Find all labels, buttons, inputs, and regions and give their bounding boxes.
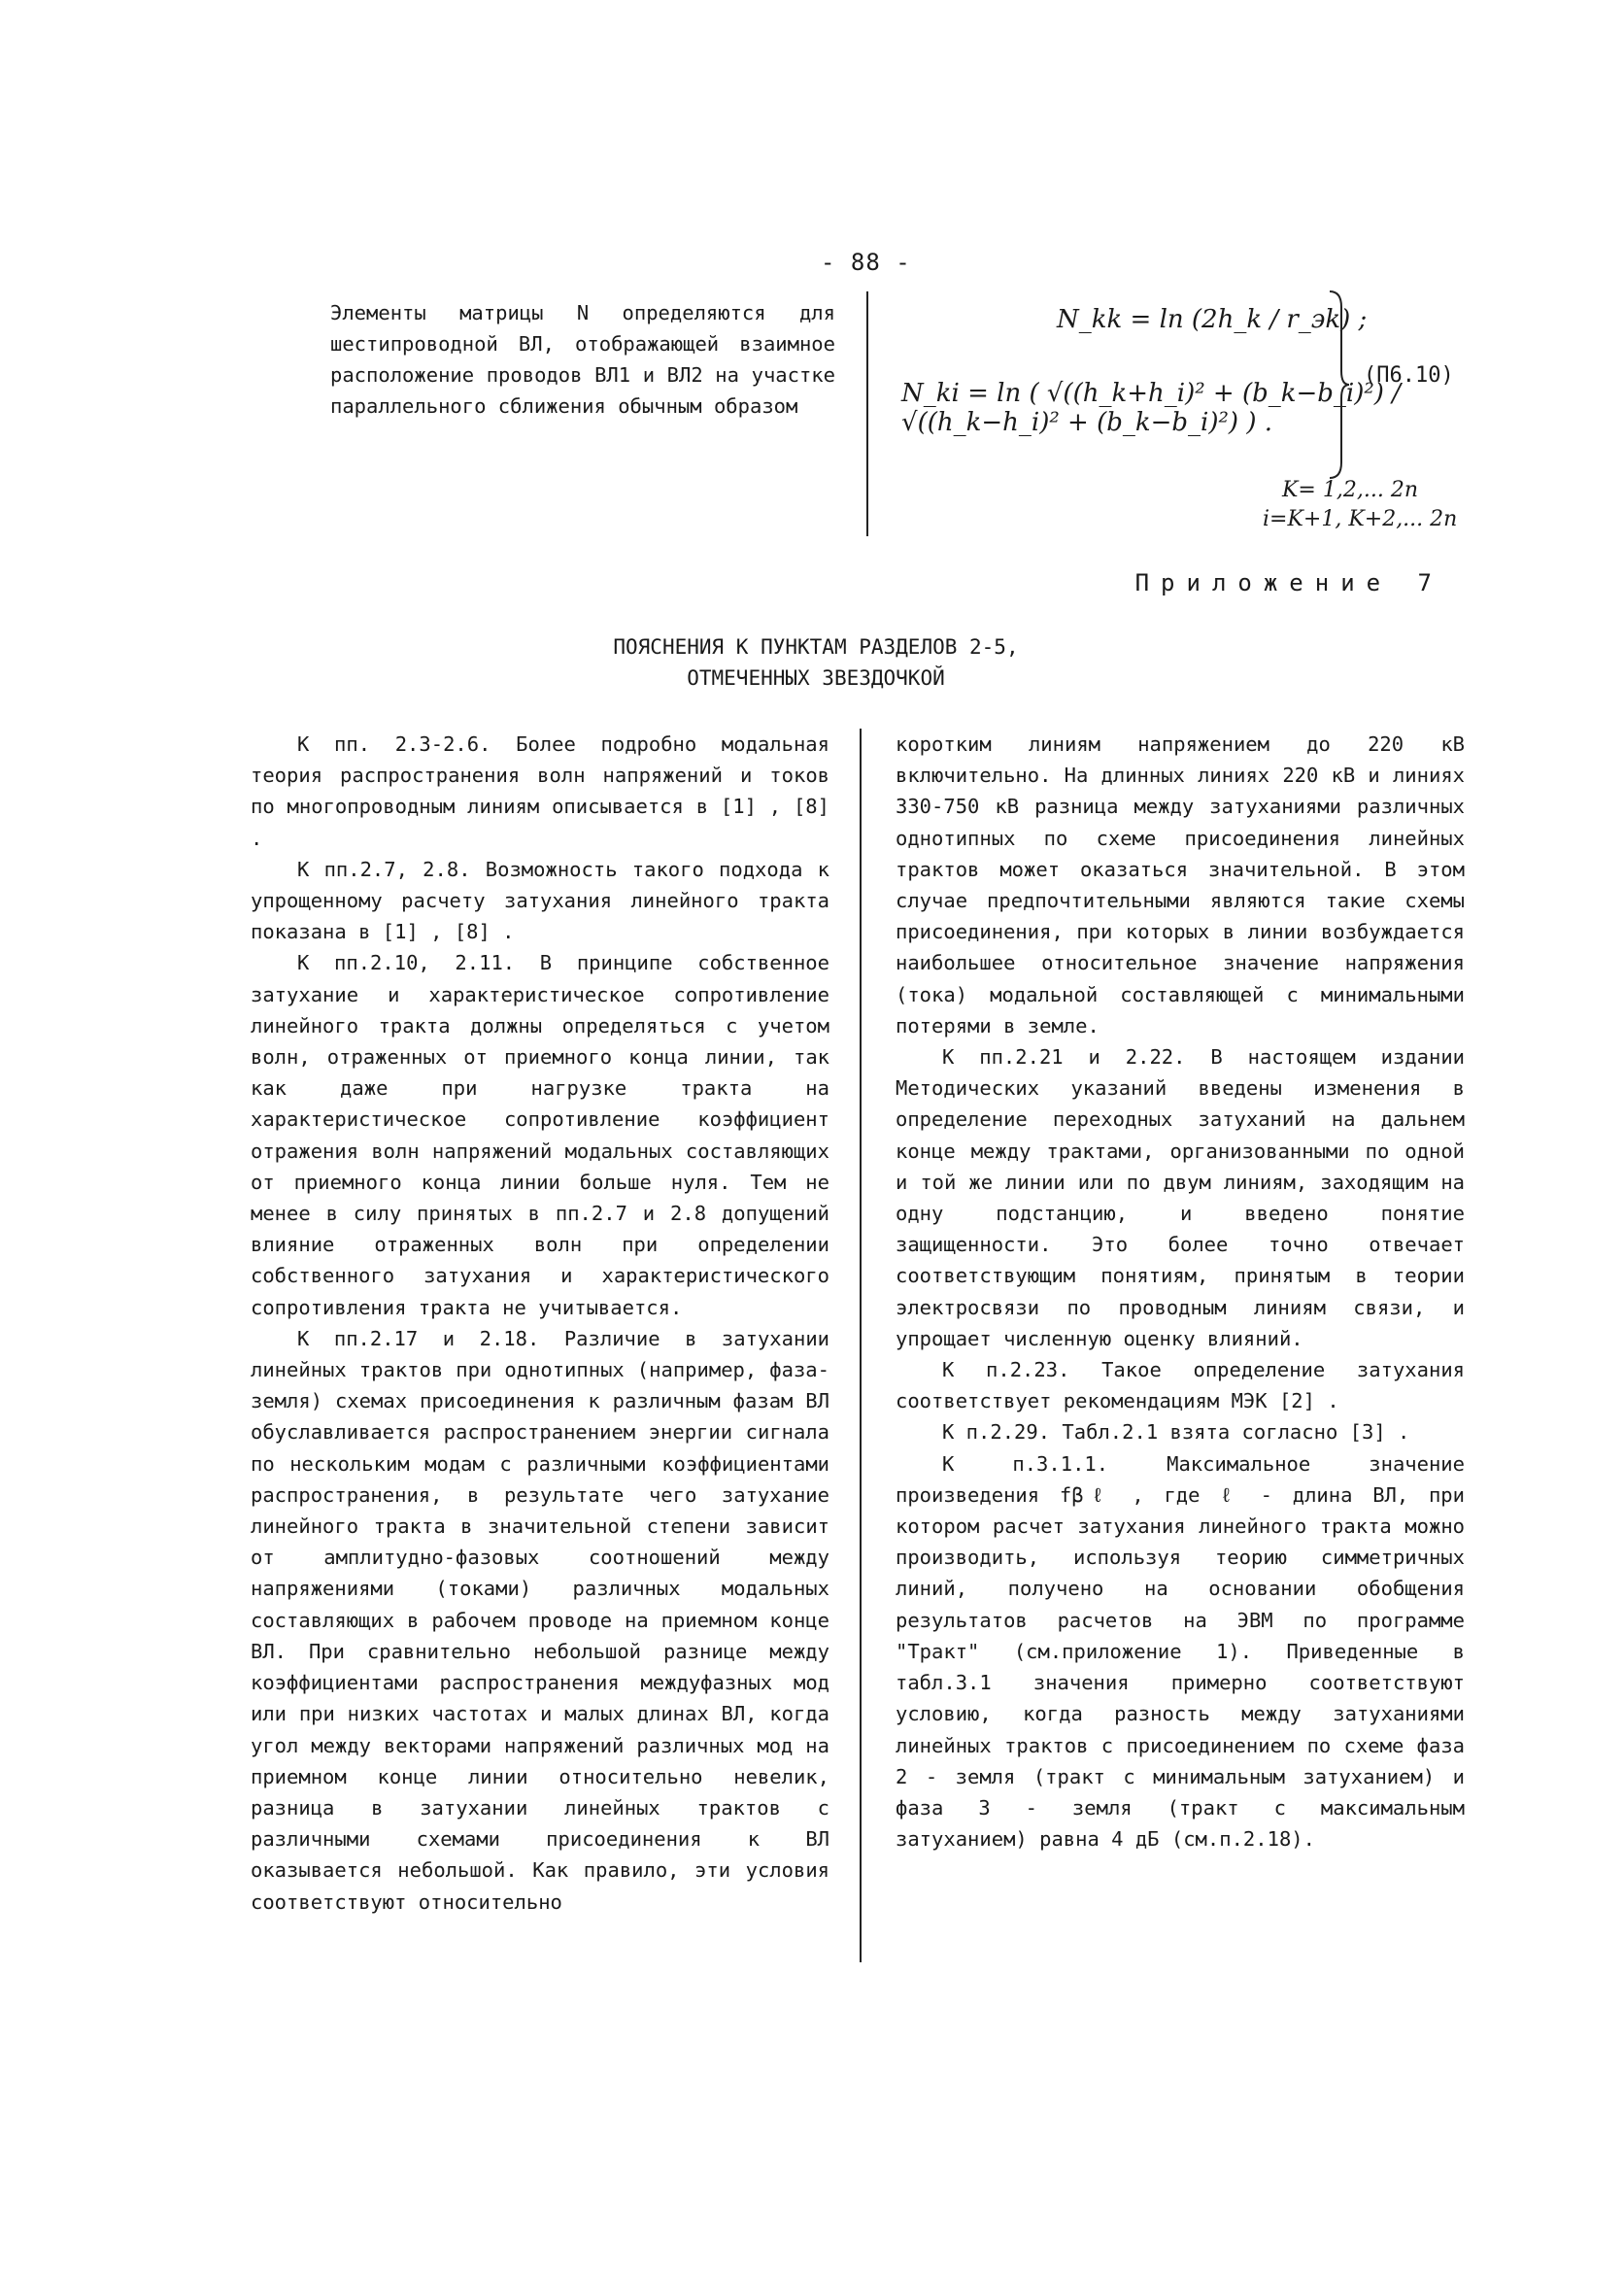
column-divider (860, 729, 862, 1962)
paragraph: К п.3.1.1. Максимальное значение произведения fβℓ , где ℓ - длина ВЛ, при котором расчет затухания линейного тракта можно производить, используя теорию симметричных линий, получено на основании обобщения результатов расчетов на ЭВМ по программе "Тракт" (см.приложение 1). Приведенные в табл.3.1 значения примерно соответствуют условию, когда разность между затуханиями линейных трактов с присоединением по схеме фаза 2 - земля (тракт с минимальным затуханием) и фаза 3 - земля (тракт с максимальным затуханием) равна 4 дБ (см.п.2.18). (896, 1451, 1465, 1852)
formula-left-rule (866, 291, 868, 536)
paragraph: коротким линиям напряжением до 220 кВ включительно. На длинных линиях 220 кВ и линиях 330-750 кВ разница между затуханиями различных однотипных по схеме присоединения линейных трактов может оказаться значительной. В этом случае предпочтительными являются такие схемы присоединения, при которых в линии возбуждается наибольшее относительное значение напряжения (тока) модальной составляющей с минимальными потерями в земле. (896, 732, 1465, 1037)
paragraph: К пп. 2.3-2.6. Более подробно модальная теория распространения волн напряжений и токов по многопроводным линиям описывается в [1] , [8] . (251, 732, 829, 850)
section-title-line-2: ОТМЕЧЕННЫХ ЗВЕЗДОЧКОЙ (687, 666, 945, 690)
equation-label: (П6.10) (1364, 363, 1454, 388)
paragraph: К пп.2.21 и 2.22. В настоящем издании Методических указаний введены изменения в определение переходных затуханий на дальнем конце между трактами, организованными по одной и той же линии или по двум линиям, заходящим на одну подстанцию, и введено понятие защищенности. Это более точно отвечает соответствующим понятиям, принятым в теории электросвязи по проводным линиям связи, и упрощает численную оценку влияний. (896, 1045, 1465, 1350)
index-range-i: i=K+1, K+2,... 2n (1263, 507, 1458, 531)
paragraph: К п.2.29. Табл.2.1 взята согласно [3] . (942, 1420, 1410, 1445)
paragraph: К пп.2.7, 2.8. Возможность такого подхода к упрощенному расчету затухания линейного тракта показана в [1] , [8] . (251, 857, 829, 944)
section-title-line-1: ПОЯСНЕНИЯ К ПУНКТАМ РАЗДЕЛОВ 2-5, (613, 635, 1019, 659)
appendix-label: Приложение 7 (1134, 569, 1443, 596)
page-number: - 88 - (821, 249, 911, 276)
equation-nkk: N_kk = ln (2h_k / r_эk) ; (1057, 305, 1368, 334)
intro-text (330, 297, 835, 422)
paragraph: К пп.2.17 и 2.18. Различие в затухании линейных трактов при однотипных (например, фаза-земля) схемах присоединения к различным фазам ВЛ обуславливается распространением энергии сигнала по нескольким модам с различными коэффициентами распространения, в результате чего затухание линейного тракта в значительной степени зависит от амплитудно-фазовых соотношений между напряжениями (токами) различных модальных составляющих в рабочем проводе на приемном конце ВЛ. При сравнительно небольшой разнице между коэффициентами распространения междуфазных мод или при низких частотах и малых длинах ВЛ, когда угол между векторами напряжений различных мод на приемном конце линии относительно невелик, разница в затухании линейных трактов с различными схемами присоединения к ВЛ оказывается небольшой. Как правило, эти условия соответствуют относительно (251, 1326, 829, 1914)
right-brace-icon (1328, 288, 1351, 482)
section-title (544, 631, 1088, 694)
formula-block (866, 288, 1488, 540)
index-range-k: K= 1,2,... 2n (1282, 478, 1418, 502)
right-column (896, 729, 1465, 1854)
paragraph: К пп.2.10, 2.11. В принципе собственное затухание и характеристическое сопротивление линейного тракта должны определяться с учетом волн, отраженных от приемного конца линии, так как даже при нагрузке тракта на характеристическое сопротивление коэффициент отражения волн напряжений модальных составляющих от приемного конца линии больше нуля. Тем не менее в силу принятых в пп.2.7 и 2.8 допущений влияние отраженных волн при определении собственного затухания и характеристического сопротивления тракта не учитывается. (251, 951, 829, 1319)
left-column (251, 729, 829, 1918)
intro-paragraph: Элементы матрицы N определяются для шестипроводной ВЛ, отображающей взаимное расположение проводов ВЛ1 и ВЛ2 на участке параллельного сближения обычным образом (330, 301, 835, 418)
paragraph: К п.2.23. Такое определение затухания соответствует рекомендациям МЭК [2] . (896, 1358, 1465, 1413)
equation-nki: N_ki = ln ( √((h_k+h_i)² + (b_k−b_i)²) / √((h_k−h_i)² + (b_k−b_i)²) ) . (901, 379, 1401, 437)
